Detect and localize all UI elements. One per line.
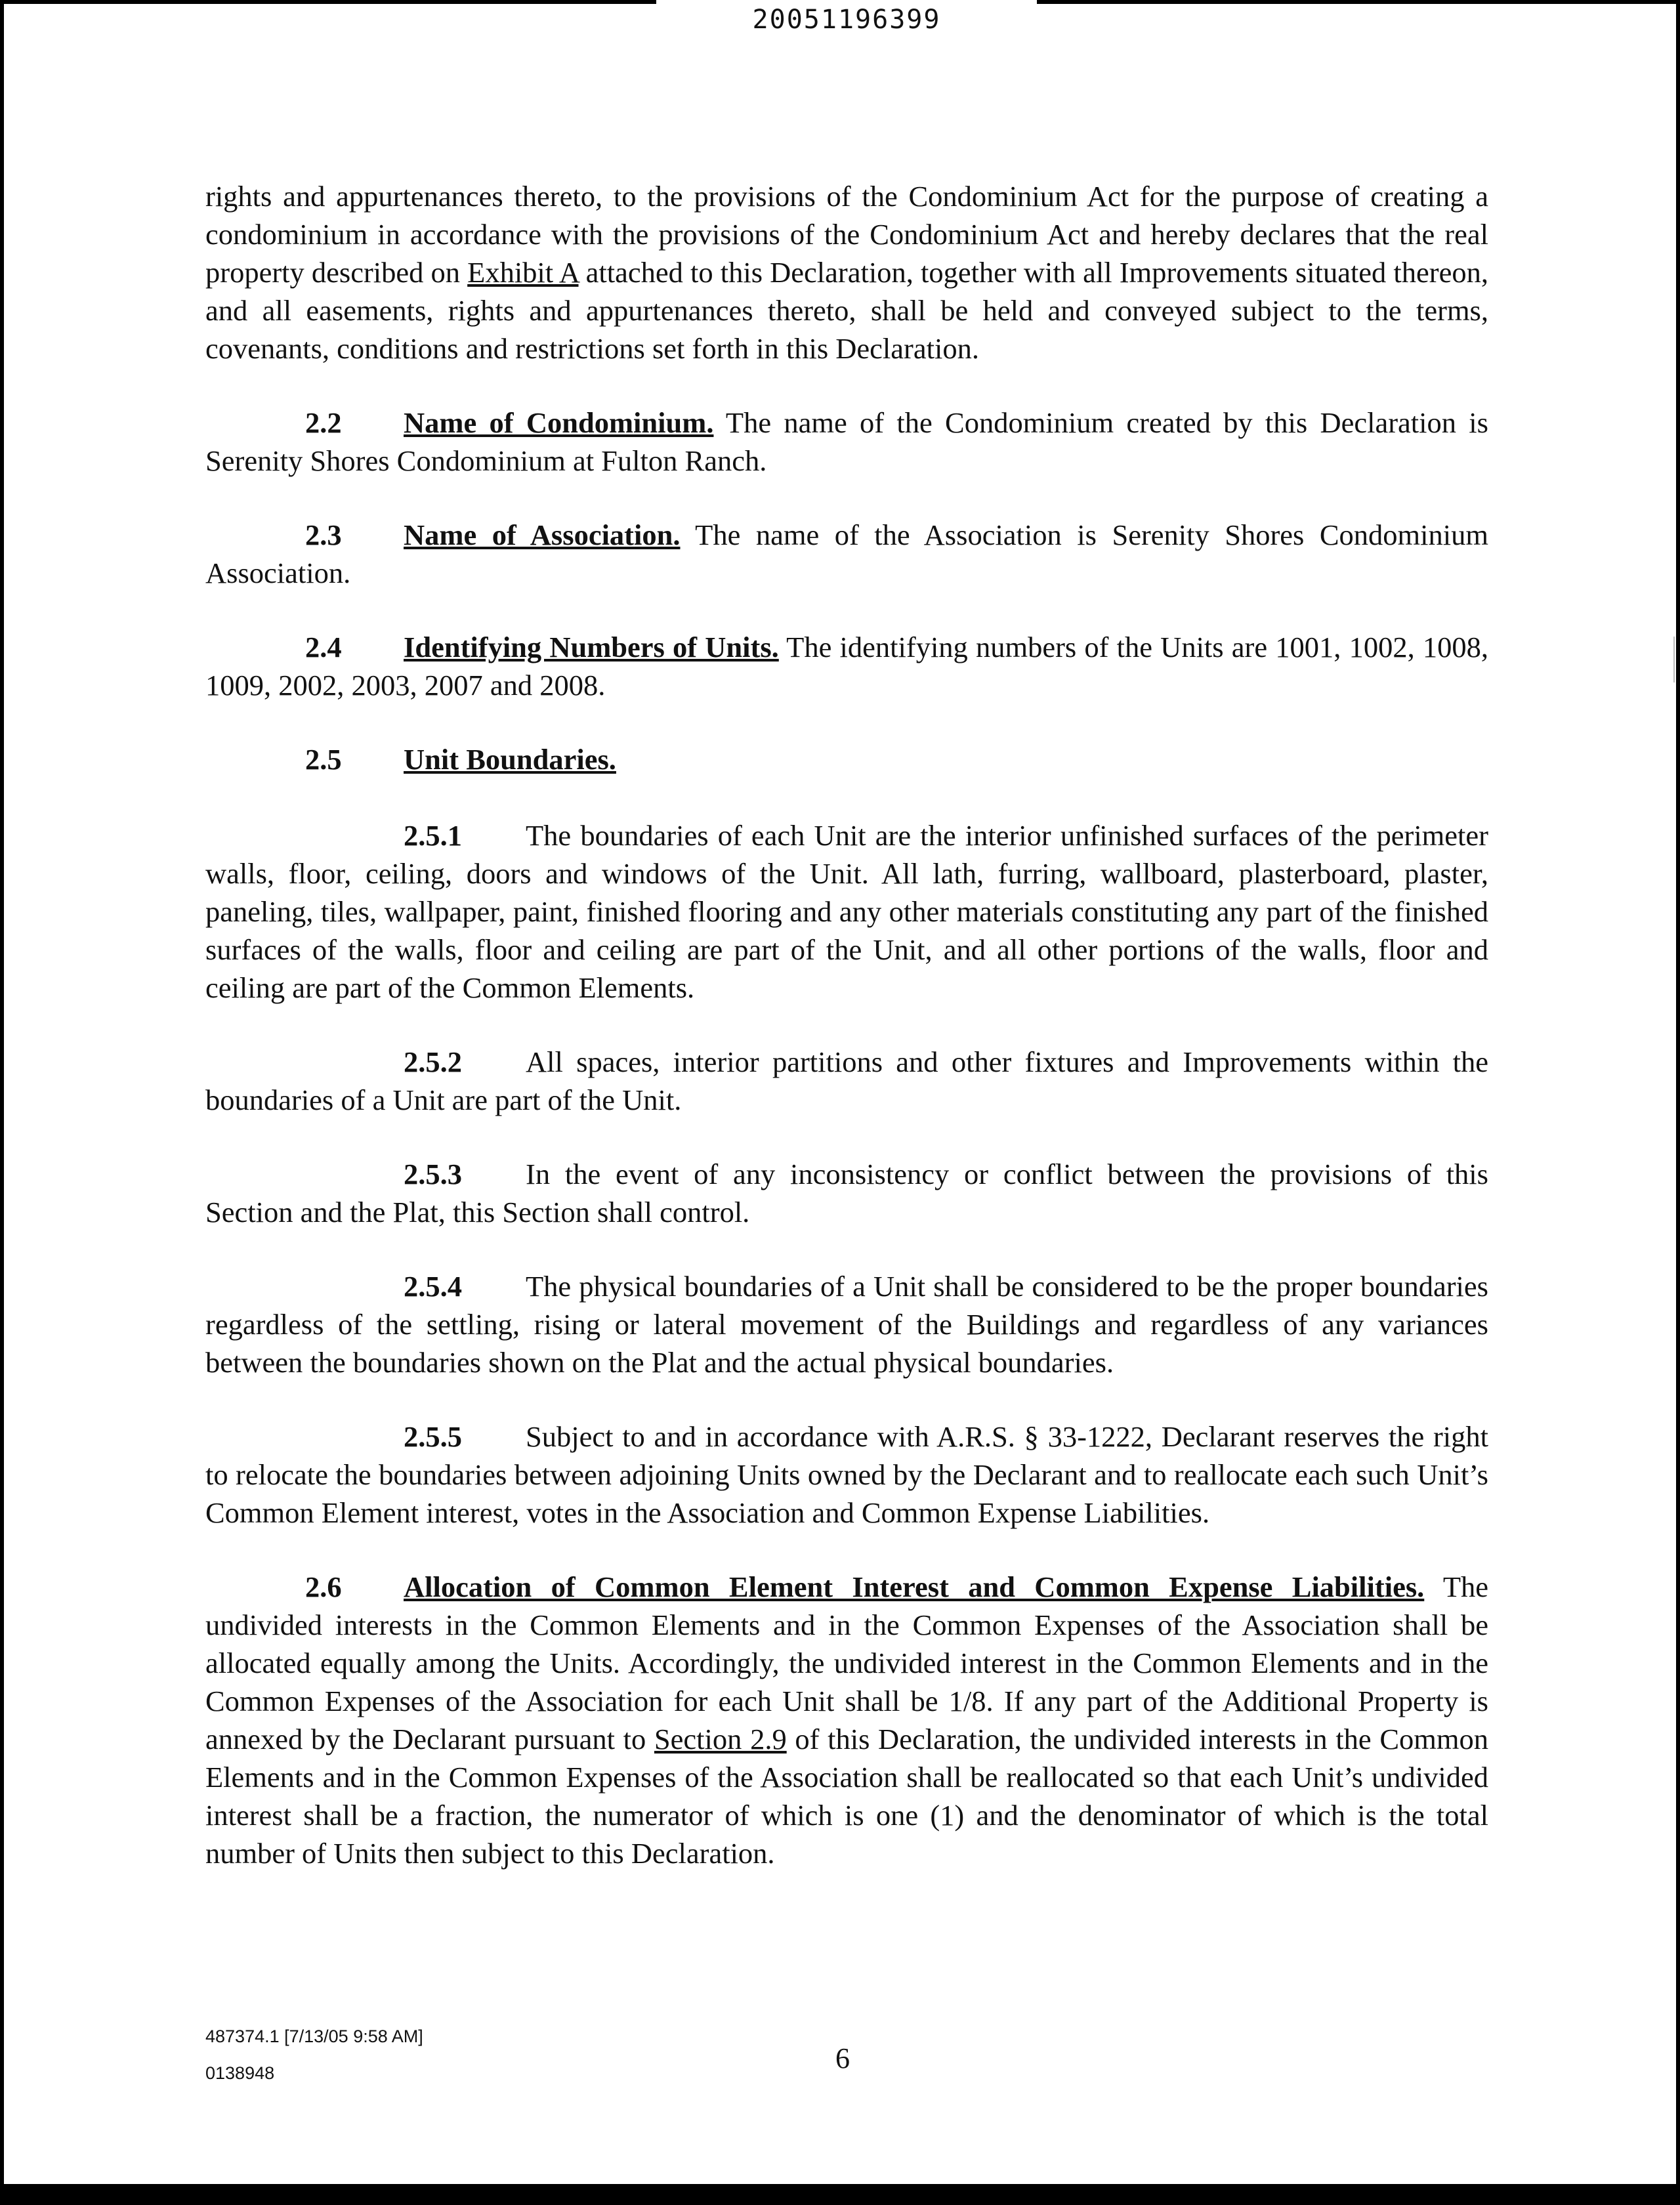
subsection-number: 2.5.4 <box>404 1270 462 1303</box>
subsection-number: 2.5.2 <box>404 1045 462 1078</box>
intro-text-rest: attached to this Declaration, together with all Improvements situated thereon, and all easements, rights and appurtenances thereto, shall be held and conveyed subject to the terms, covenants, conditions and restrictions set forth in this Declaration. <box>205 256 1488 365</box>
exhibit-a-reference: Exhibit A <box>467 256 579 289</box>
section-2-2 <box>205 404 1488 480</box>
section-heading: Allocation of Common Element Interest and Common Expense Liabilities. <box>404 1570 1425 1603</box>
intro-paragraph <box>205 177 1488 368</box>
document-reference: 487374.1 [7/13/05 9:58 AM] <box>205 2026 423 2046</box>
recording-number: 20051196399 <box>656 0 1037 41</box>
section-2-3 <box>205 516 1488 592</box>
section-number: 2.6 <box>305 1570 342 1603</box>
subsection-body: The physical boundaries of a Unit shall be considered to be the proper boundaries regardless of the settling, rising or lateral movement of the Buildings and regardless of any variances between the boundaries shown on the Plat and the actual physical boundaries. <box>205 1270 1488 1379</box>
section-heading: Identifying Numbers of Units. <box>404 631 779 663</box>
section-number: 2.5 <box>305 743 342 776</box>
subsection-number: 2.5.3 <box>404 1158 462 1190</box>
subsection-body: The boundaries of each Unit are the interior unfinished surfaces of the perimeter walls, floor, ceiling, doors and windows of the Unit. All lath, furring, wallboard, plasterboard, plaster, paneling, tiles, wallpaper, paint, finished flooring and any other materials constituting any part of the finished surfaces of the walls, floor and ceiling are part of the Unit, and all other portions of the walls, floor and ceiling are part of the Common Elements. <box>205 819 1488 1004</box>
document-body <box>205 177 1488 1908</box>
subsection-number: 2.5.5 <box>404 1420 462 1453</box>
page-footer <box>205 2018 1488 2091</box>
page-left-border <box>0 0 4 2205</box>
subsection-number: 2.5.1 <box>404 819 462 852</box>
section-number: 2.3 <box>305 518 342 551</box>
section-2-4 <box>205 628 1488 704</box>
section-body: The undivided interests in the Common Elements and in the Common Expenses of the Association shall be allocated equally among the Units. Accordingly, the undivided interest in the Common Elements and in the Common Expenses of the Association for each Unit shall be 1/8. If any part of the Additional Property is annexed by the Declarant pursuant to <box>205 1570 1488 1755</box>
section-2-5-4 <box>205 1267 1488 1381</box>
section-2-6 <box>205 1568 1488 1872</box>
subsection-body: Subject to and in accordance with A.R.S. § 33-1222, Declarant reserves the right to relocate the boundaries between adjoining Units owned by the Declarant and to reallocate each such Unit’s Common Element interest, votes in the Association and Common Expense Liabilities. <box>205 1420 1488 1529</box>
intro-text: rights and appurtenances thereto, to the provisions of the Condominium Act for the purpose of creating a condominium in accordance with the provisions of the Condominium Act and hereby declares that the real property described on <box>205 180 1488 289</box>
subsection-body: In the event of any inconsistency or conflict between the provisions of this Section and the Plat, this Section shall control. <box>205 1158 1488 1228</box>
section-2-5-3 <box>205 1155 1488 1231</box>
subsection-body: All spaces, interior partitions and other fixtures and Improvements within the boundaries of a Unit are part of the Unit. <box>205 1045 1488 1116</box>
section-2-5-5 <box>205 1418 1488 1532</box>
section-heading: Unit Boundaries. <box>404 743 616 776</box>
section-heading: Name of Condominium. <box>404 406 714 439</box>
section-number: 2.2 <box>305 406 342 439</box>
page-bottom-border <box>0 2184 1680 2205</box>
client-number: 0138948 <box>205 2063 275 2083</box>
section-heading: Name of Association. <box>404 518 681 551</box>
page-right-border <box>1676 0 1680 2205</box>
section-2-9-reference: Section 2.9 <box>654 1723 787 1755</box>
section-2-5-1 <box>205 816 1488 1007</box>
section-body: The identifying numbers of the Units are 1001, 1002, 1008, 1009, 2002, 2003, 2007 and 2008. <box>205 631 1488 702</box>
section-2-5 <box>205 740 1488 778</box>
section-number: 2.4 <box>305 631 342 663</box>
page-number: 6 <box>835 2042 850 2074</box>
section-body-rest: of this Declaration, the undivided interests in the Common Elements and in the Common Expenses of the Association shall be reallocated so that each Unit’s undivided interest shall be a fraction, the numerator of which is one (1) and the denominator of which is the total number of Units then subject to this Declaration. <box>205 1723 1489 1870</box>
scan-mark <box>1673 637 1675 682</box>
section-2-5-2 <box>205 1043 1488 1119</box>
section-body: The name of the Condominium created by this Declaration is Serenity Shores Condominium at Fulton Ranch. <box>205 406 1488 477</box>
section-body: The name of the Association is Serenity Shores Condominium Association. <box>205 518 1488 589</box>
